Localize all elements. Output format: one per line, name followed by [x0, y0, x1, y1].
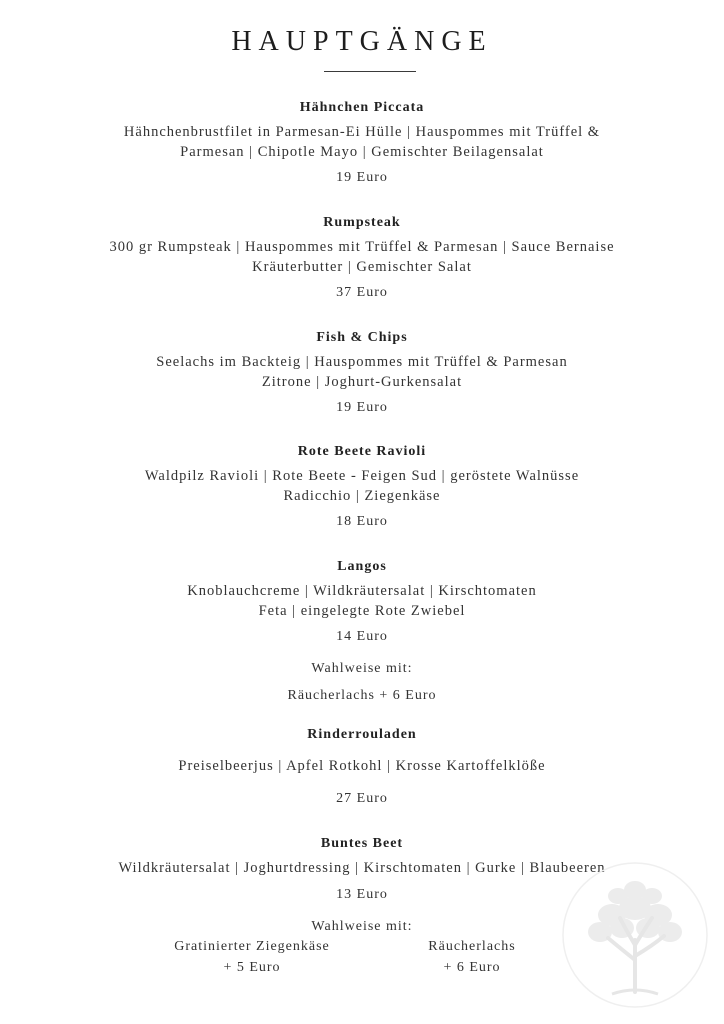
- dish-name: Fish & Chips: [316, 330, 408, 345]
- option-price: + 5 Euro: [223, 960, 281, 975]
- dish-price: 18 Euro: [336, 514, 388, 529]
- dish-name: Langos: [337, 559, 387, 574]
- dish-name: Rumpsteak: [323, 215, 401, 230]
- dish-price: 13 Euro: [336, 886, 388, 902]
- dish-description-line: Feta | eingelegte Rote Zwiebel: [258, 602, 466, 619]
- dish-description-line: Wildkräutersalat | Joghurtdressing | Kirschtomaten | Gurke | Blaubeeren: [118, 860, 606, 876]
- option-column: [352, 936, 592, 978]
- option-name: Räucherlachs: [428, 939, 516, 954]
- option-column: [132, 936, 372, 978]
- dish-description-line: Seelachs im Backteig | Hauspommes mit Trüffel & Parmesan: [156, 354, 568, 370]
- dish-price: 19 Euro: [336, 170, 388, 185]
- option-name: Gratinierter Ziegenkäse: [174, 939, 330, 954]
- dish-rinderrouladen: [0, 724, 724, 809]
- dish-langos: [0, 556, 724, 706]
- dish-description-line: Knoblauchcreme | Wildkräutersalat | Kirschtomaten: [187, 583, 537, 599]
- dish-price: 19 Euro: [336, 400, 388, 415]
- dish-description-line: Parmesan | Chipotle Mayo | Gemischter Beilagensalat: [180, 143, 544, 160]
- option-price: + 6 Euro: [443, 960, 501, 975]
- dish-description-line: Waldpilz Ravioli | Rote Beete - Feigen Sud | geröstete Walnüsse: [144, 468, 580, 484]
- option-line: Räucherlachs + 6 Euro: [287, 688, 437, 703]
- dish-price: 37 Euro: [336, 285, 388, 300]
- dish-haehnchen-piccata: [0, 97, 724, 188]
- dish-price: 27 Euro: [336, 790, 388, 806]
- dish-description-line: Hähnchenbrustfilet in Parmesan-Ei Hülle | Hauspommes mit Trüffel &: [123, 124, 601, 140]
- dish-name: Buntes Beet: [320, 836, 404, 851]
- dish-description-line: Radicchio | Ziegenkäse: [283, 487, 441, 504]
- dish-price: 14 Euro: [336, 629, 388, 644]
- dish-fish-chips: [0, 327, 724, 418]
- dish-description-line: Kräuterbutter | Gemischter Salat: [252, 258, 472, 275]
- dish-description-line: Zitrone | Joghurt-Gurkensalat: [261, 373, 463, 390]
- title-divider: [324, 71, 416, 72]
- dish-description-line: 300 gr Rumpsteak | Hauspommes mit Trüffel & Parmesan | Sauce Bernaise: [109, 239, 615, 255]
- dish-rote-beete-ravioli: [0, 441, 724, 532]
- option-heading: Wahlweise mit:: [311, 918, 413, 934]
- dish-rumpsteak: [0, 212, 724, 303]
- option-heading: Wahlweise mit:: [311, 661, 413, 676]
- dish-description-line: Preiselbeerjus | Apfel Rotkohl | Krosse Kartoffelklöße: [178, 758, 546, 774]
- page-title: HAUPTGÄNGE: [231, 26, 493, 57]
- dish-name: Rinderrouladen: [307, 727, 417, 742]
- dish-name: Rote Beete Ravioli: [297, 444, 427, 459]
- dish-name: Hähnchen Piccata: [299, 100, 425, 115]
- tree-icon: [560, 860, 710, 1010]
